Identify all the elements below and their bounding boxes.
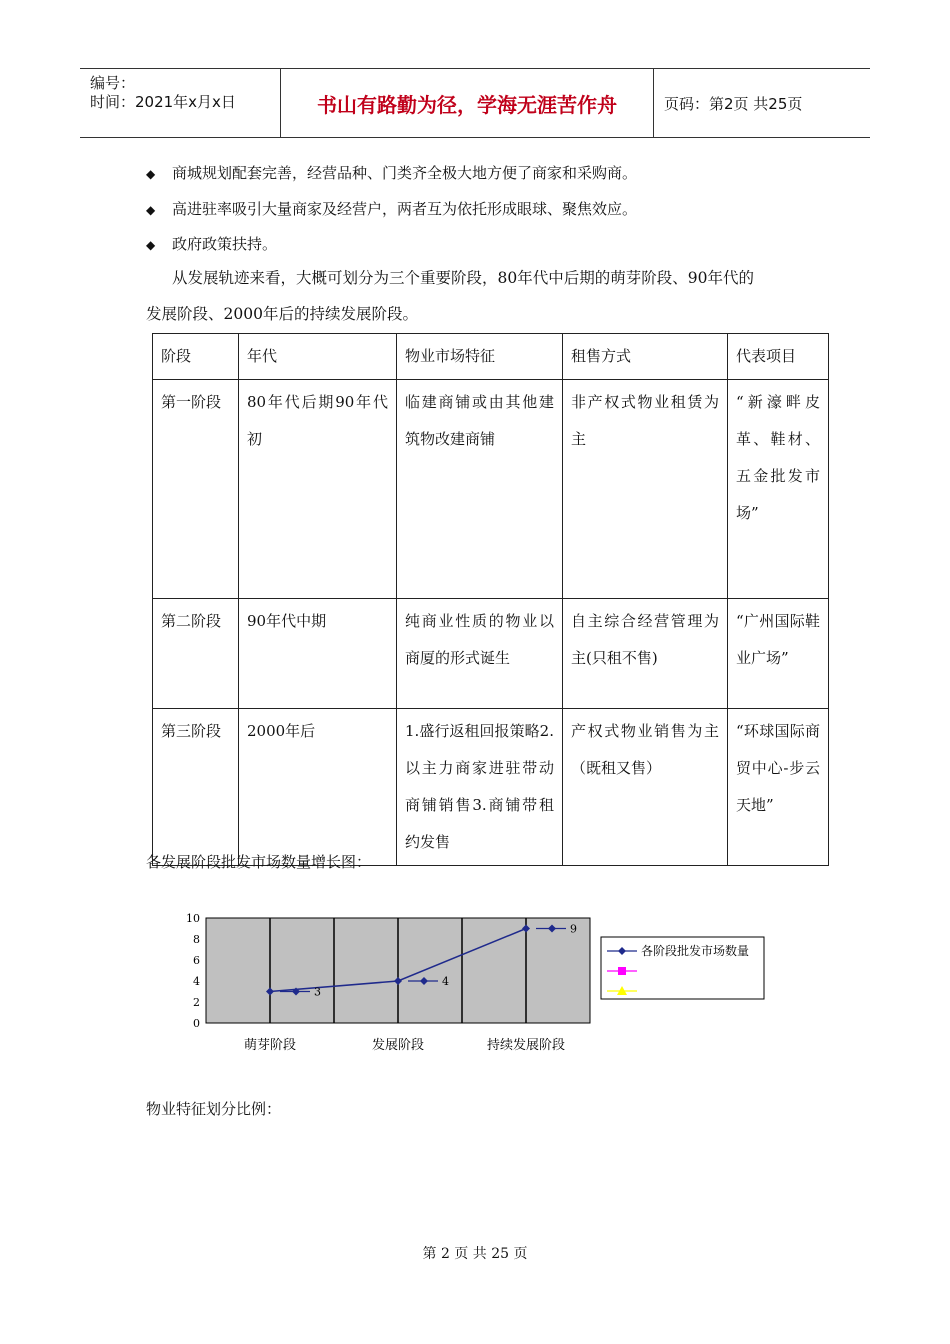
table-cell: 90年代中期 [239,599,397,709]
data-label: 3 [314,985,321,999]
y-tick-label: 8 [193,933,200,946]
table-cell: 80年代后期90年代初 [239,380,397,599]
y-tick-label: 4 [193,975,200,988]
table-cell: 非产权式物业租赁为主 [563,380,728,599]
table-header-cell: 阶段 [153,334,239,380]
header-motto: 书山有路勤为径，学海无涯苦作舟 [281,69,654,137]
y-tick-label: 2 [193,996,200,1009]
table-header-cell: 物业市场特征 [397,334,563,380]
code-label: 编号： [90,74,136,92]
data-label: 9 [570,922,577,936]
table-cell: 1.盛行返租回报策略2.以主力商家进驻带动商铺销售3.商铺带租约发售 [397,709,563,866]
table-header-cell: 代表项目 [728,334,829,380]
diamond-bullet-icon: ◆ [146,203,156,217]
table-cell: “环球国际商贸中心-步云天地” [728,709,829,866]
table-cell: 第三阶段 [153,709,239,866]
bullet-item [146,162,637,183]
y-tick-label: 0 [193,1017,200,1030]
page-header [80,68,870,138]
table-cell: 产权式物业销售为主（既租又售） [563,709,728,866]
table-cell: “新濠畔皮革、鞋材、五金批发市场” [728,380,829,599]
table-cell: “广州国际鞋业广场” [728,599,829,709]
diamond-bullet-icon: ◆ [146,238,156,252]
x-tick-label: 萌芽阶段 [243,1038,297,1053]
table-header-row [153,334,829,380]
page-footer: 第 2 页 共 25 页 [422,1246,528,1262]
growth-line-chart [176,910,776,1055]
table-header-cell: 租售方式 [563,334,728,380]
header-page-info: 页码：第2页 共25页 [664,94,803,113]
header-meta [80,69,281,137]
legend-label: 各阶段批发市场数量 [641,944,750,958]
stage-table [152,333,829,866]
bullet-item [146,198,637,219]
chart-caption: 各发展阶段批发市场数量增长图： [146,853,372,871]
table-cell: 第一阶段 [153,380,239,599]
bullet-item [146,233,277,254]
x-tick-label: 发展阶段 [371,1038,425,1053]
legend-square-marker [618,967,626,975]
table-cell: 自主综合经营管理为主(只租不售) [563,599,728,709]
table-header-cell: 年代 [239,334,397,380]
table-row [153,599,829,709]
data-label: 4 [442,975,449,988]
paragraph-line: 发展阶段、2000年后的持续发展阶段。 [146,305,418,323]
diamond-bullet-icon: ◆ [146,167,156,181]
table-cell: 纯商业性质的物业以商厦的形式诞生 [397,599,563,709]
time-label: 时间：2021年x月x日 [90,93,236,111]
table-cell: 临建商铺或由其他建筑物改建商铺 [397,380,563,599]
bullet-text: 商城规划配套完善，经营品种、门类齐全极大地方便了商家和采购商。 [172,164,638,182]
table-cell: 第二阶段 [153,599,239,709]
y-tick-label: 10 [186,912,200,925]
bullet-text: 高进驻率吸引大量商家及经营户，两者互为依托形成眼球、聚焦效应。 [172,200,638,218]
table-row [153,380,829,599]
section-caption: 物业特征划分比例： [146,1100,282,1118]
y-tick-label: 6 [193,954,200,967]
table-cell: 2000年后 [239,709,397,866]
x-tick-label: 持续发展阶段 [486,1038,566,1053]
paragraph-line: 从发展轨迹来看，大概可划分为三个重要阶段，80年代中后期的萌芽阶段、90年代的 [172,269,754,287]
bullet-text: 政府政策扶持。 [172,235,278,253]
table-row [153,709,829,866]
